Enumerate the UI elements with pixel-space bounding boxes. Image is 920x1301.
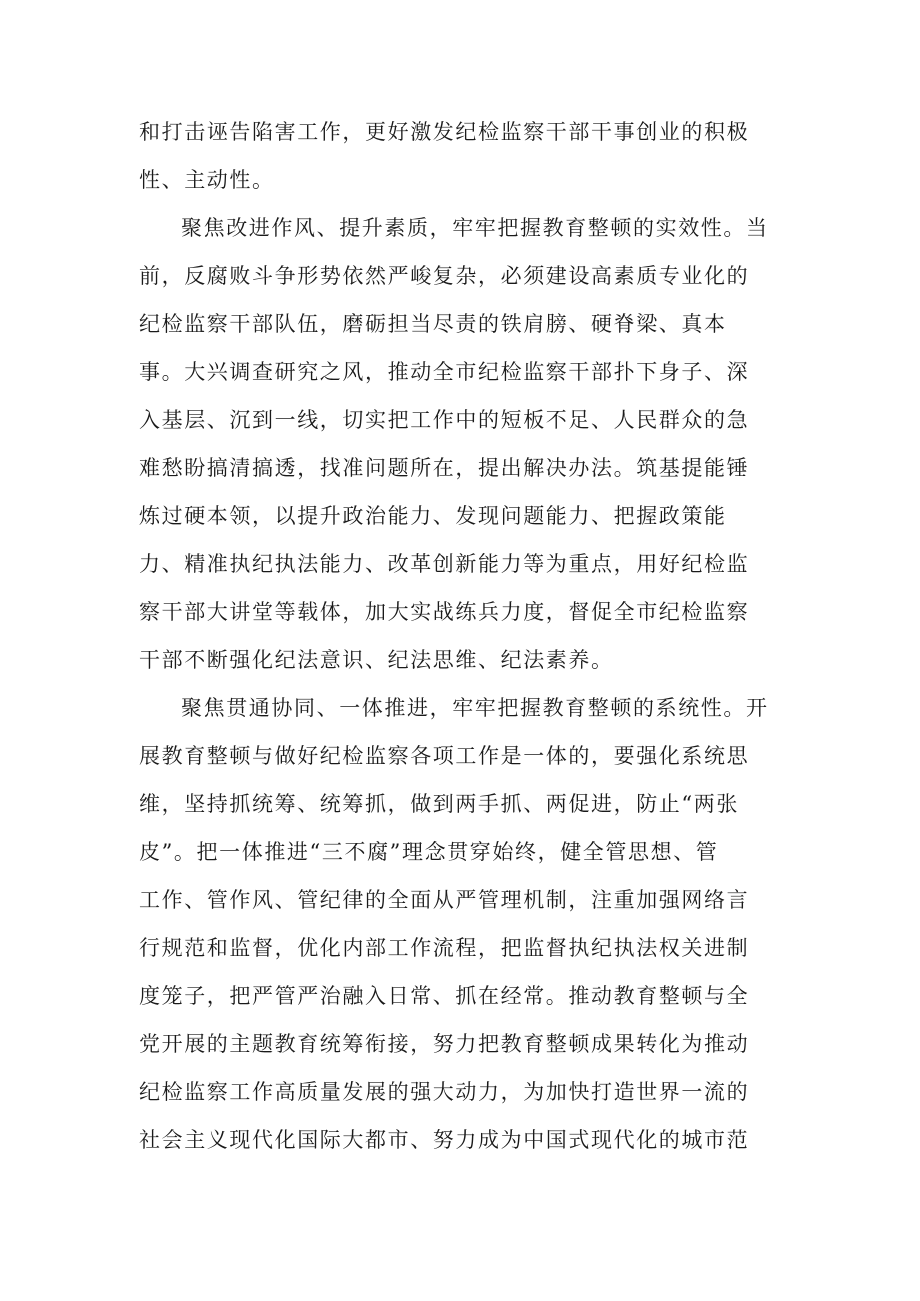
text-line: 维，坚持抓统筹、统筹抓，做到两手抓、两促进，防止“两张: [139, 792, 739, 816]
text-line: 纪检监察工作高质量发展的强大动力，为加快打造世界一流的: [139, 1080, 750, 1104]
text-line: 前，反腐败斗争形势依然严峻复杂，必须建设高素质专业化的: [139, 264, 750, 288]
text-line: 党开展的主题教育统筹衔接，努力把教育整顿成果转化为推动: [139, 1032, 750, 1056]
text-line: 皮”。把一体推进“三不腐”理念贯穿始终，健全管思想、管: [139, 840, 719, 864]
paragraph-heading-line: 聚焦贯通协同、一体推进，牢牢把握教育整顿的系统性。开: [181, 696, 769, 720]
text-line: 难愁盼搞清搞透，找准问题所在，提出解决办法。筑基提能锤: [139, 456, 750, 480]
paragraph-heading-line: 聚焦改进作风、提升素质，牢牢把握教育整顿的实效性。当: [181, 216, 769, 240]
text-line: 工作、管作风、管纪律的全面从严管理机制，注重加强网络言: [139, 888, 750, 912]
text-line: 展教育整顿与做好纪检监察各项工作是一体的，要强化系统思: [139, 744, 750, 768]
text-line: 入基层、沉到一线，切实把工作中的短板不足、人民群众的急: [139, 408, 750, 432]
text-line: 炼过硬本领，以提升政治能力、发现问题能力、把握政策能: [139, 504, 727, 528]
text-line: 察干部大讲堂等载体，加大实战练兵力度，督促全市纪检监察: [139, 600, 750, 624]
text-line: 行规范和监督，优化内部工作流程，把监督执纪执法权关进制: [139, 936, 750, 960]
text-line: 事。大兴调查研究之风，推动全市纪检监察干部扑下身子、深: [139, 360, 750, 384]
text-line: 纪检监察干部队伍，磨砺担当尽责的铁肩膀、硬脊梁、真本: [139, 312, 727, 336]
text-line: 和打击诬告陷害工作，更好激发纪检监察干部干事创业的积极: [139, 120, 750, 144]
text-line: 社会主义现代化国际大都市、努力成为中国式现代化的城市范: [139, 1128, 750, 1152]
text-line: 度笼子，把严管严治融入日常、抓在经常。推动教育整顿与全: [139, 984, 750, 1008]
text-line: 干部不断强化纪法意识、纪法思维、纪法素养。: [139, 648, 614, 672]
text-line: 性、主动性。: [139, 168, 275, 192]
text-line: 力、精准执纪执法能力、改革创新能力等为重点，用好纪检监: [139, 552, 750, 576]
